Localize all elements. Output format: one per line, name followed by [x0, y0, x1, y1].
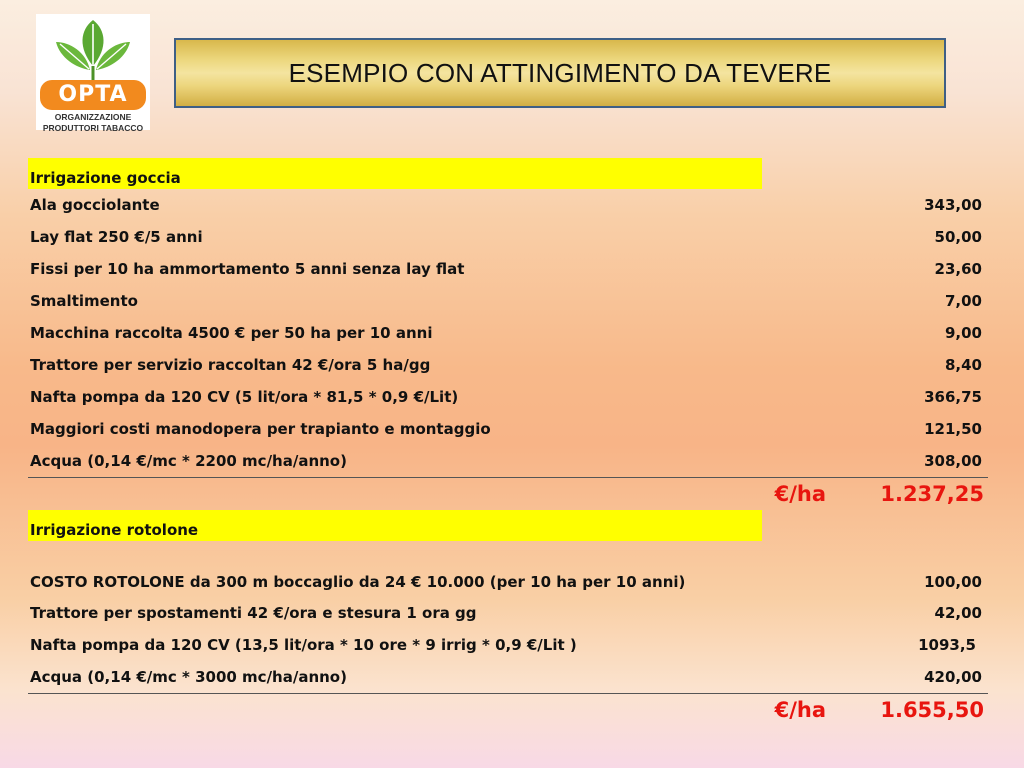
row-value: 7,00 — [944, 292, 982, 310]
table-row — [28, 189, 988, 221]
table-row — [28, 349, 988, 381]
row-label: Acqua (0,14 €/mc * 3000 mc/ha/anno) — [30, 668, 347, 686]
row-value: 23,60 — [934, 260, 982, 278]
table-row — [28, 541, 988, 597]
row-value: 420,00 — [924, 668, 982, 686]
cost-table — [28, 158, 988, 726]
row-label: Trattore per servizio raccoltan 42 €/ora 5 ha/gg — [30, 356, 431, 374]
slide-title-box — [174, 38, 946, 108]
row-label: Maggiori costi manodopera per trapianto e montaggio — [30, 420, 491, 438]
row-label: Macchina raccolta 4500 € per 50 ha per 10 anni — [30, 324, 433, 342]
table-row — [28, 381, 988, 413]
total-unit: €/ha — [774, 482, 826, 506]
row-value: 100,00 — [924, 573, 982, 591]
total-value: 1.655,50 — [880, 698, 984, 722]
row-label: Acqua (0,14 €/mc * 2200 mc/ha/anno) — [30, 452, 347, 470]
section-header-rotolone: Irrigazione rotolone — [28, 510, 762, 541]
row-label: Lay flat 250 €/5 anni — [30, 228, 203, 246]
tobacco-leaf-icon — [36, 14, 150, 84]
table-row — [28, 221, 988, 253]
table-row — [28, 597, 988, 629]
row-value: 343,00 — [924, 196, 982, 214]
row-label: Nafta pompa da 120 CV (5 lit/ora * 81,5 * 0,9 €/Lit) — [30, 388, 459, 406]
logo-subtitle: ORGANIZZAZIONE PRODUTTORI TABACCO — [42, 112, 144, 133]
row-value: 50,00 — [934, 228, 982, 246]
row-value: 121,50 — [924, 420, 982, 438]
table-row — [28, 317, 988, 349]
table-row — [28, 285, 988, 317]
table-row — [28, 253, 988, 285]
section-total-rotolone — [28, 694, 988, 726]
total-value: 1.237,25 — [880, 482, 984, 506]
row-label: Ala gocciolante — [30, 196, 160, 214]
row-value: 1093,5 — [918, 636, 976, 654]
table-row — [28, 661, 988, 694]
opta-logo — [36, 14, 150, 133]
row-value: 308,00 — [924, 452, 982, 470]
row-label: COSTO ROTOLONE da 300 m boccaglio da 24 € 10.000 (per 10 ha per 10 anni) — [30, 573, 686, 591]
row-value: 8,40 — [944, 356, 982, 374]
row-label: Smaltimento — [30, 292, 138, 310]
total-unit: €/ha — [774, 698, 826, 722]
section-header-goccia: Irrigazione goccia — [28, 158, 762, 189]
section-total-goccia — [28, 478, 988, 510]
row-value: 366,75 — [924, 388, 982, 406]
row-value: 42,00 — [934, 604, 982, 622]
row-label: Nafta pompa da 120 CV (13,5 lit/ora * 10 ore * 9 irrig * 0,9 €/Lit ) — [30, 636, 577, 654]
row-value: 9,00 — [944, 324, 982, 342]
table-row — [28, 629, 988, 661]
table-row — [28, 413, 988, 445]
logo-wordmark: OPTA — [40, 80, 146, 110]
row-label: Fissi per 10 ha ammortamento 5 anni senza lay flat — [30, 260, 465, 278]
row-label: Trattore per spostamenti 42 €/ora e stesura 1 ora gg — [30, 604, 477, 622]
table-row — [28, 445, 988, 478]
slide-title: ESEMPIO CON ATTINGIMENTO DA TEVERE — [288, 57, 832, 88]
